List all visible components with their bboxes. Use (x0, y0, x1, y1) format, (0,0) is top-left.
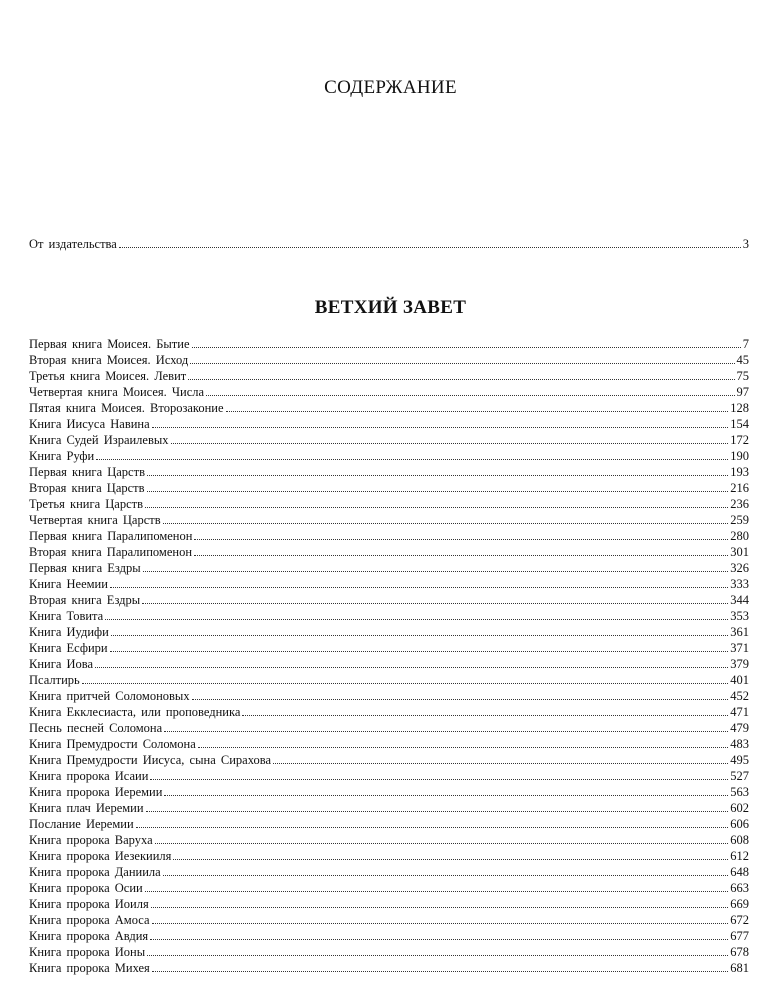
dot-leader (173, 859, 728, 860)
toc-entry (29, 479, 749, 495)
toc-entry-page: 193 (730, 465, 749, 479)
toc-entry (29, 335, 749, 351)
dot-leader (192, 699, 729, 700)
toc-entry-label: Книга пророка Амоса (29, 913, 150, 927)
toc-entry-label: От издательства (29, 237, 117, 251)
toc-entry-page: 45 (736, 353, 749, 367)
toc-entry-page: 3 (742, 237, 749, 251)
dot-leader (190, 363, 734, 364)
dot-leader (147, 955, 728, 956)
toc-entry-page: 602 (730, 801, 749, 815)
dot-leader (111, 635, 728, 636)
toc-entry (29, 815, 749, 831)
toc-entry-page: 612 (730, 849, 749, 863)
toc-entry-label: Книга пророка Иезекииля (29, 849, 172, 863)
toc-entry-page: 190 (730, 449, 749, 463)
toc-entry (29, 751, 749, 767)
toc-entry-label: Книга Екклесиаста, или проповедника (29, 705, 241, 719)
toc-entry-page: 401 (730, 673, 749, 687)
toc-entry (29, 943, 749, 959)
dot-leader (194, 555, 728, 556)
toc-entry-page: 677 (730, 929, 749, 943)
toc-entry-page: 371 (730, 641, 749, 655)
toc-entry-page: 471 (730, 705, 749, 719)
toc-entry-page: 663 (730, 881, 749, 895)
toc-entry-page: 672 (730, 913, 749, 927)
toc-entry (29, 511, 749, 527)
toc-entry-label: Книга Премудрости Иисуса, сына Сирахова (29, 753, 272, 767)
toc-entry-label: Книга пророка Исаии (29, 769, 149, 783)
toc-entry (29, 367, 749, 383)
toc-entry-label: Вторая книга Моисея. Исход (29, 353, 189, 367)
toc-entry-label: Книга пророка Михея (29, 961, 150, 975)
toc-entry (29, 351, 749, 367)
toc-entry-label: Книга пророка Ионы (29, 945, 146, 959)
toc-entry-page: 353 (730, 609, 749, 623)
toc-entry-page: 606 (730, 817, 749, 831)
toc-entry-page: 172 (730, 433, 749, 447)
toc-entry-page: 333 (730, 577, 749, 591)
toc-entry (29, 863, 749, 879)
toc-entry (29, 687, 749, 703)
dot-leader (155, 843, 729, 844)
toc-entry (29, 607, 749, 623)
toc-entry-page: 326 (730, 561, 749, 575)
toc-entry (29, 383, 749, 399)
dot-leader (150, 939, 728, 940)
toc-entry (29, 719, 749, 735)
dot-leader (198, 747, 728, 748)
toc-entry (29, 447, 749, 463)
toc-entry-page: 479 (730, 721, 749, 735)
toc-entry-page: 678 (730, 945, 749, 959)
toc-entry-page: 608 (730, 833, 749, 847)
toc-entry (29, 399, 749, 415)
toc-entry-page: 128 (730, 401, 749, 415)
toc-entry (29, 671, 749, 687)
toc-entry-label: Книга Есфири (29, 641, 108, 655)
dot-leader (150, 779, 728, 780)
dot-leader (143, 571, 729, 572)
toc-entry (29, 831, 749, 847)
toc-entry-label: Книга Иова (29, 657, 94, 671)
toc-entry-label: Первая книга Ездры (29, 561, 141, 575)
dot-leader (242, 715, 728, 716)
toc-entry-label: Книга пророка Даниила (29, 865, 161, 879)
dot-leader (273, 763, 728, 764)
toc-entry-label: Вторая книга Царств (29, 481, 145, 495)
toc-entry-page: 681 (730, 961, 749, 975)
toc-entry (29, 911, 749, 927)
toc-entry-page: 361 (730, 625, 749, 639)
toc-entry-label: Первая книга Царств (29, 465, 145, 479)
dot-leader (151, 907, 729, 908)
toc-entry-page: 75 (736, 369, 749, 383)
toc-entry-page: 495 (730, 753, 749, 767)
dot-leader (146, 811, 729, 812)
toc-entry (29, 735, 749, 751)
toc-entry-page: 7 (742, 337, 749, 351)
toc-entry-label: Книга пророка Варуха (29, 833, 153, 847)
toc-entry (29, 847, 749, 863)
toc-entry (29, 655, 749, 671)
toc-entry (29, 783, 749, 799)
page-title: СОДЕРЖАНИЕ (324, 77, 457, 98)
toc-entry-label: Послание Иеремии (29, 817, 134, 831)
toc-entry (29, 799, 749, 815)
toc-entry-intro (29, 235, 749, 251)
toc-entry-page: 301 (730, 545, 749, 559)
toc-entry (29, 495, 749, 511)
toc-entry (29, 767, 749, 783)
dot-leader (145, 891, 729, 892)
toc-entry-label: Книга Премудрости Соломона (29, 737, 196, 751)
dot-leader (119, 247, 741, 248)
toc-entry-label: Четвертая книга Царств (29, 513, 161, 527)
dot-leader (188, 379, 734, 380)
toc-entry-label: Первая книга Паралипоменон (29, 529, 193, 543)
toc-entry-label: Книга плач Иеремии (29, 801, 144, 815)
dot-leader (152, 427, 729, 428)
dot-leader (142, 603, 728, 604)
toc-entry-label: Книга пророка Авдия (29, 929, 149, 943)
toc-entry (29, 895, 749, 911)
toc-entry-page: 527 (730, 769, 749, 783)
toc-entry (29, 431, 749, 447)
toc-entry-label: Книга Судей Израилевых (29, 433, 169, 447)
toc-entry-label: Книга Товита (29, 609, 104, 623)
toc-entry (29, 559, 749, 575)
toc-entry-label: Книга Неемии (29, 577, 108, 591)
toc-entry-page: 648 (730, 865, 749, 879)
toc-entry-label: Пятая книга Моисея. Второзаконие (29, 401, 224, 415)
toc-entry (29, 415, 749, 431)
toc-entry (29, 591, 749, 607)
toc-entry-label: Книга Иисуса Навина (29, 417, 150, 431)
toc-entry-label: Песнь песней Соломона (29, 721, 163, 735)
dot-leader (110, 651, 729, 652)
dot-leader (226, 411, 729, 412)
toc-entry (29, 927, 749, 943)
dot-leader (110, 587, 728, 588)
toc-entry (29, 543, 749, 559)
toc-entry-page: 344 (730, 593, 749, 607)
toc-entry-label: Книга притчей Соломоновых (29, 689, 190, 703)
dot-leader (163, 875, 729, 876)
dot-leader (95, 667, 728, 668)
toc-entry-page: 154 (730, 417, 749, 431)
toc-entry (29, 959, 749, 975)
toc-entry (29, 879, 749, 895)
dot-leader (152, 923, 729, 924)
toc-entry-page: 236 (730, 497, 749, 511)
dot-leader (163, 523, 729, 524)
toc-entry (29, 703, 749, 719)
dot-leader (206, 395, 734, 396)
toc-entry-page: 452 (730, 689, 749, 703)
toc-entry-label: Книга пророка Иоиля (29, 897, 149, 911)
dot-leader (192, 347, 741, 348)
toc-entry (29, 639, 749, 655)
toc-entry (29, 463, 749, 479)
toc-entry-label: Книга Руфи (29, 449, 95, 463)
toc-entry-label: Вторая книга Паралипоменон (29, 545, 193, 559)
dot-leader (105, 619, 728, 620)
toc-entry-page: 259 (730, 513, 749, 527)
dot-leader (194, 539, 728, 540)
toc-entry-label: Псалтирь (29, 673, 80, 687)
dot-leader (171, 443, 729, 444)
toc-entry-label: Книга Иудифи (29, 625, 109, 639)
dot-leader (164, 731, 728, 732)
toc-entry-label: Четвертая книга Моисея. Числа (29, 385, 205, 399)
toc-entry-label: Третья книга Моисея. Левит (29, 369, 187, 383)
toc-entry (29, 575, 749, 591)
toc-entry-page: 483 (730, 737, 749, 751)
dot-leader (147, 475, 728, 476)
toc-entry-label: Книга пророка Осии (29, 881, 143, 895)
dot-leader (82, 683, 729, 684)
toc-list (0, 335, 781, 975)
toc-entry-page: 379 (730, 657, 749, 671)
dot-leader (147, 491, 729, 492)
toc-entry-label: Книга пророка Иеремии (29, 785, 163, 799)
toc-entry-page: 563 (730, 785, 749, 799)
toc-entry (29, 623, 749, 639)
dot-leader (164, 795, 728, 796)
section-title: ВЕТХИЙ ЗАВЕТ (314, 297, 467, 318)
dot-leader (145, 507, 728, 508)
toc-entry-label: Первая книга Моисея. Бытие (29, 337, 190, 351)
toc-entry-label: Третья книга Царств (29, 497, 143, 511)
toc-entry-page: 669 (730, 897, 749, 911)
toc-entry-page: 280 (730, 529, 749, 543)
dot-leader (152, 971, 728, 972)
toc-entry (29, 527, 749, 543)
toc-entry-page: 216 (730, 481, 749, 495)
toc-entry-label: Вторая книга Ездры (29, 593, 141, 607)
dot-leader (136, 827, 729, 828)
dot-leader (96, 459, 728, 460)
toc-entry-page: 97 (736, 385, 749, 399)
